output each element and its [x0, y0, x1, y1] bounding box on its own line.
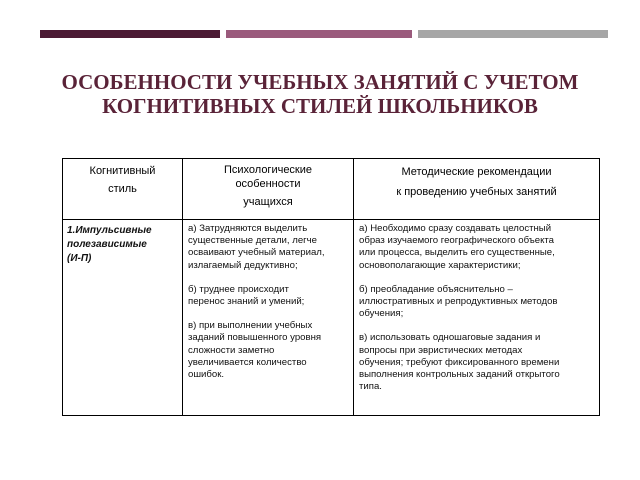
decor-bar-right — [418, 30, 608, 38]
cell-line: типа. — [359, 381, 382, 393]
cell-line: обучения; требуют фиксированного времени — [359, 356, 560, 368]
cell-line: увеличивается количество — [188, 356, 307, 368]
cell-line: выполнения контрольных заданий открытого — [359, 369, 560, 381]
recommendation-c — [359, 332, 594, 393]
cell-line: сложности заметно — [188, 344, 275, 356]
cell-line: б) преобладание объяснительно – — [359, 283, 513, 295]
header-psych-features — [183, 159, 354, 220]
header-text: учащихся — [243, 196, 293, 208]
cell-line: основополагающие характеристики; — [359, 259, 521, 271]
table-row — [63, 220, 600, 416]
header-text: Когнитивный — [89, 165, 156, 177]
cognitive-styles-table — [62, 158, 600, 416]
cell-line: перенос знаний и умений; — [188, 296, 305, 308]
recommendation-b — [359, 284, 594, 321]
title-line-2: КОГНИТИВНЫХ СТИЛЕЙ ШКОЛЬНИКОВ — [102, 94, 538, 118]
header-text: Методические рекомендации — [401, 166, 552, 178]
feature-a — [188, 223, 348, 272]
cell-line: осваивают учебный материал, — [188, 247, 325, 259]
recommendation-a — [359, 223, 594, 272]
feature-c — [188, 320, 348, 381]
title-line-1: ОСОБЕННОСТИ УЧЕБНЫХ ЗАНЯТИЙ С УЧЕТОМ — [61, 70, 579, 94]
cell-line: существенные детали, легче — [188, 235, 318, 247]
header-text: стиль — [108, 183, 137, 195]
cell-line: в) при выполнении учебных — [188, 320, 313, 332]
cell-line: в) использовать одношаговые задания и — [359, 332, 541, 344]
cell-line: а) Затрудняются выделить — [188, 223, 308, 234]
cell-features — [183, 220, 354, 416]
header-text: Психологические — [223, 164, 313, 176]
cell-line: образ изучаемого географического объекта — [359, 235, 555, 247]
cell-line: вопросы при эвристических методах — [359, 344, 523, 356]
cell-line: излагаемый дедуктивно; — [188, 259, 298, 271]
cell-line: 1.Импульсивные — [67, 225, 152, 236]
decor-bar-middle — [226, 30, 412, 38]
cell-recommendations — [354, 220, 600, 416]
header-cognitive-style — [63, 159, 183, 220]
header-text: особенности — [235, 178, 301, 190]
cell-line: (И-П) — [67, 253, 92, 264]
cell-line: обучения; — [359, 308, 404, 320]
cell-line: или процесса, выделить его существенные, — [359, 247, 555, 259]
header-method-recommendations — [354, 159, 600, 220]
header-text: к проведению учебных занятий — [396, 186, 557, 198]
cell-line: а) Необходимо сразу создавать целостный — [359, 223, 552, 234]
table-header-row — [63, 159, 600, 220]
cell-line: иллюстративных и репродуктивных методов — [359, 296, 558, 308]
cell-line: полезависимые — [67, 239, 147, 250]
cell-line: б) труднее происходит — [188, 283, 289, 295]
cell-line: заданий повышенного уровня — [188, 332, 322, 344]
decor-bar-left — [40, 30, 220, 38]
slide-title — [40, 70, 600, 118]
cell-line: ошибок. — [188, 369, 225, 381]
feature-b — [188, 284, 348, 308]
cell-style — [63, 220, 183, 416]
